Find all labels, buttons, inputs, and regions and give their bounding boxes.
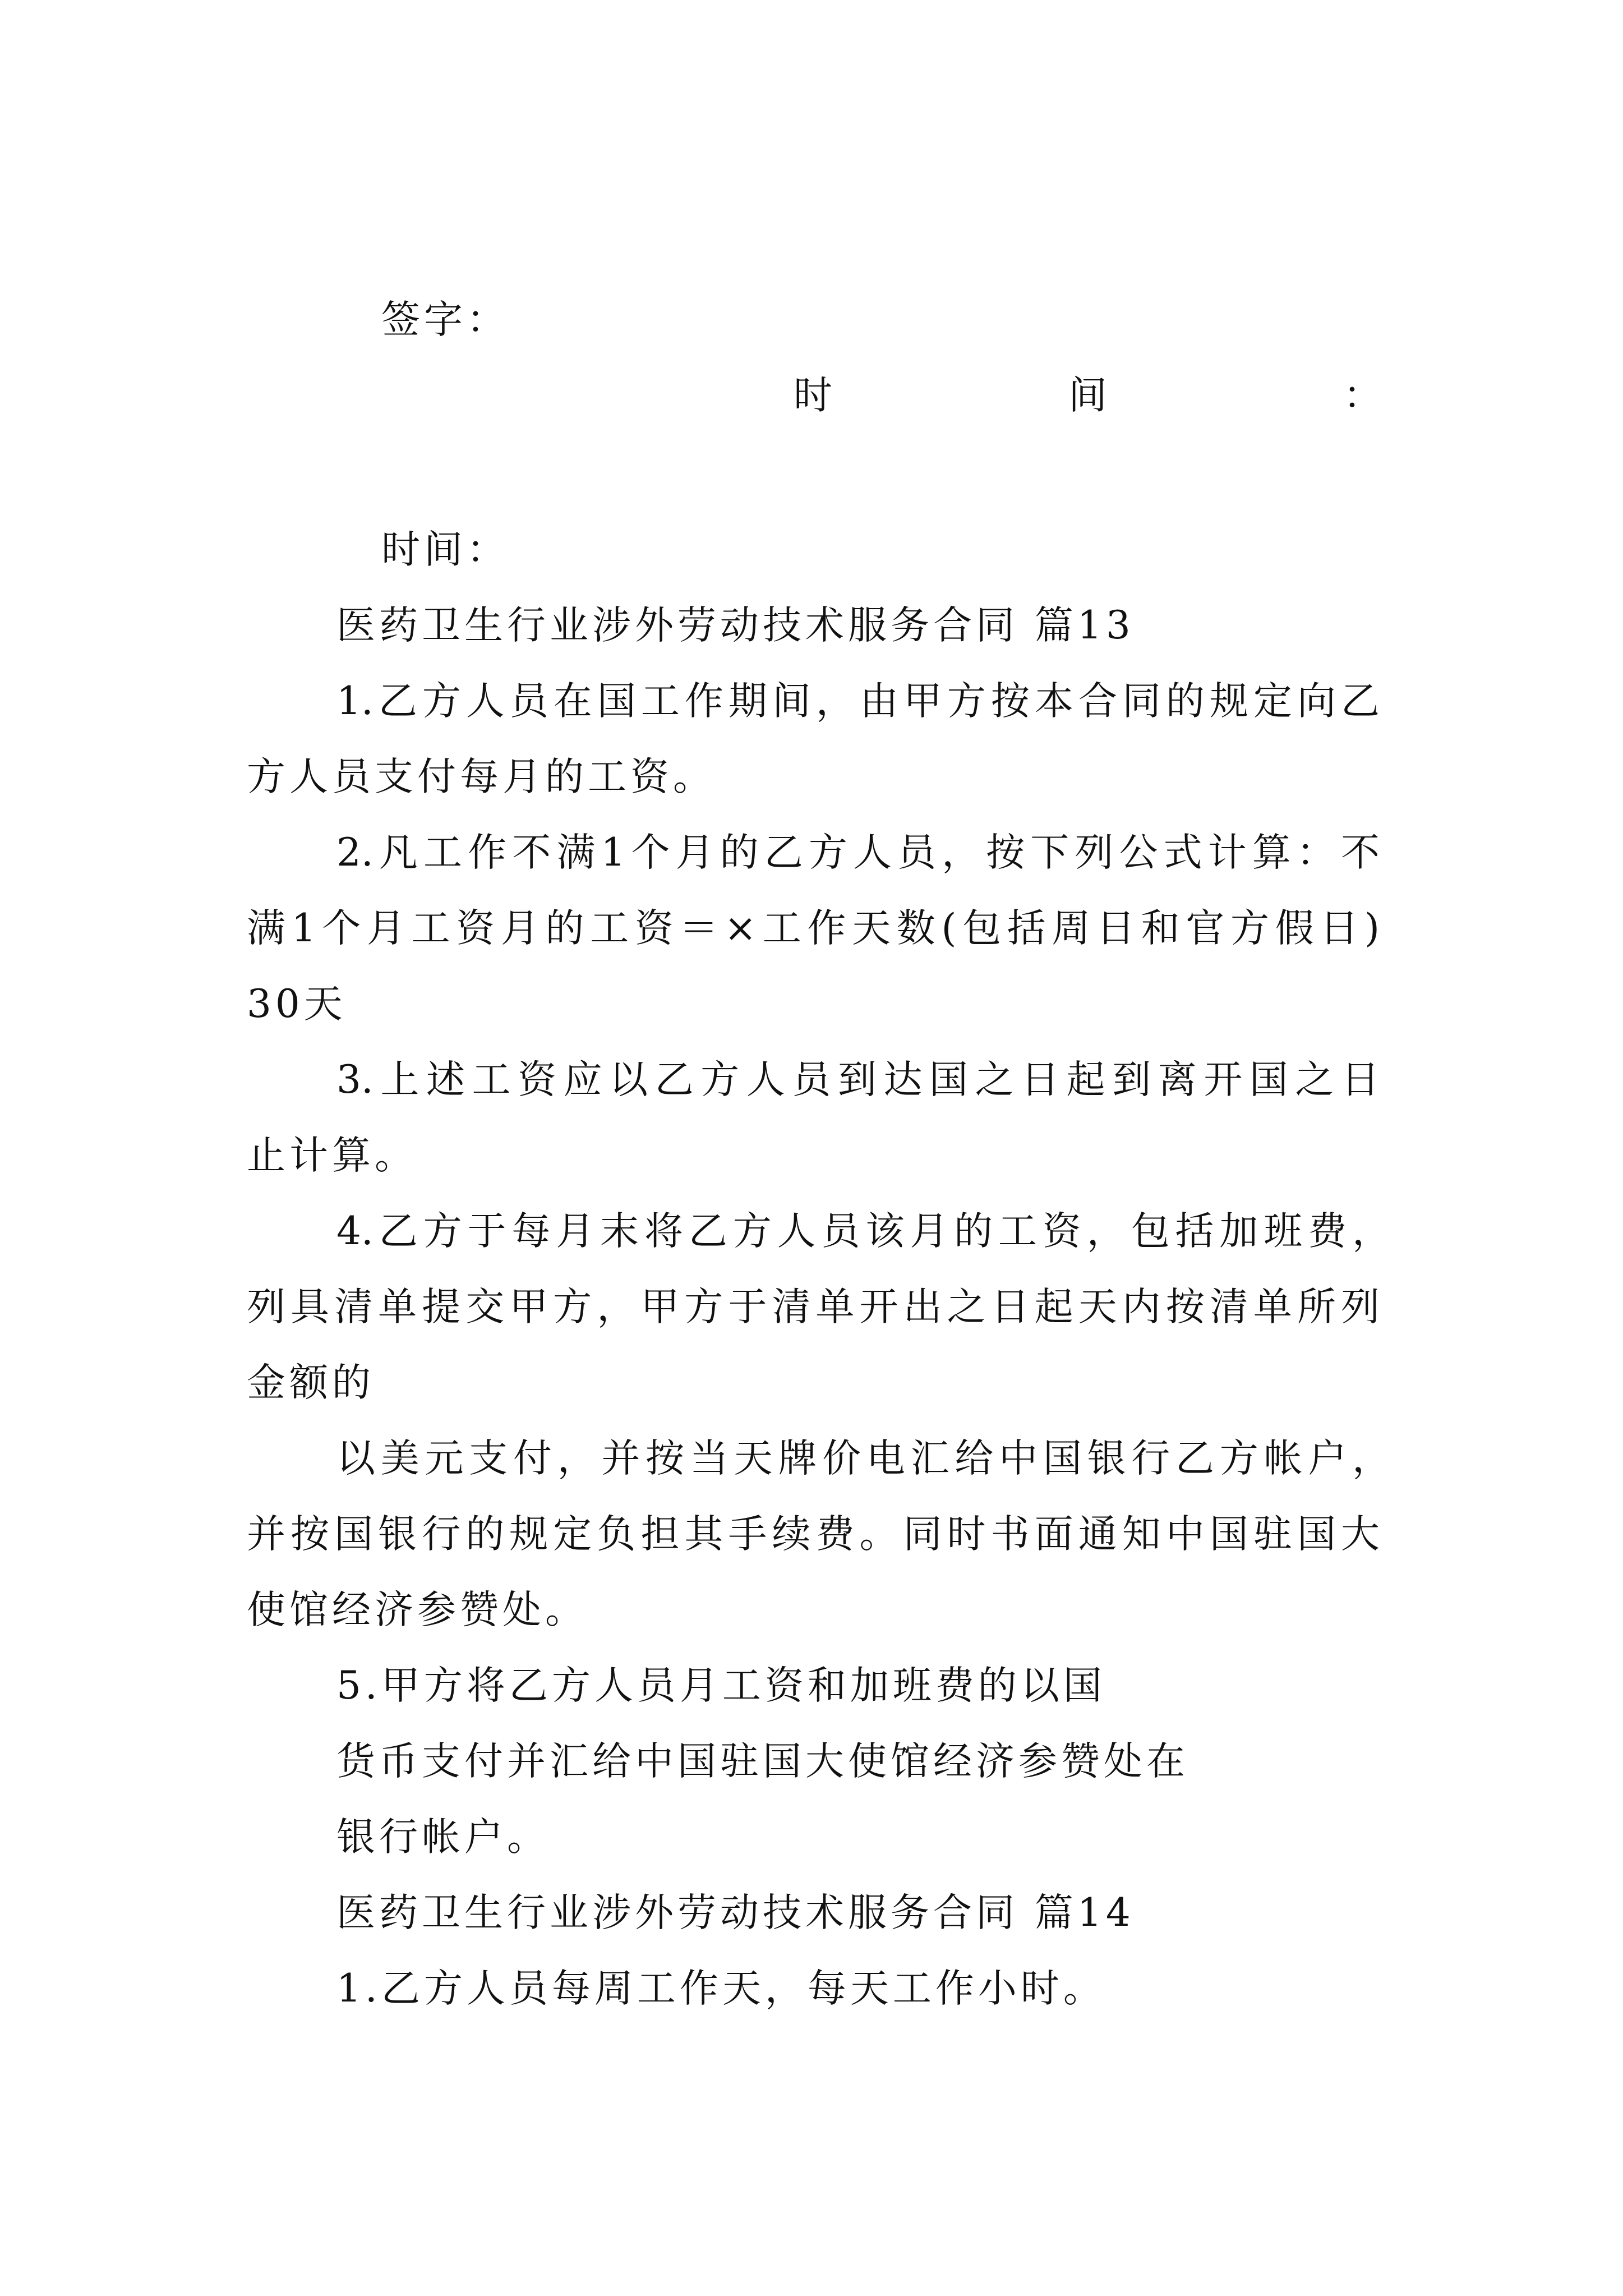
paragraph-line: 1.乙方人员在国工作期间，由甲方按本合同的规定向乙 bbox=[336, 679, 1380, 724]
paragraph-line: 方人员支付每月的工资。 bbox=[247, 754, 716, 799]
time-label: 时间： bbox=[381, 527, 509, 572]
paragraph-line: 4.乙方于每月末将乙方人员该月的工资，包括加班费， bbox=[336, 1209, 1391, 1254]
paragraph-line: 止计算。 bbox=[247, 1133, 417, 1178]
time-char-2: 间 bbox=[1068, 373, 1107, 418]
paragraph-line: 银行帐户。 bbox=[336, 1815, 550, 1860]
paragraph-line: 满1个月工资月的工资＝×工作天数(包括周日和官方假日) bbox=[247, 906, 1380, 951]
section-13-heading: 医药卫生行业涉外劳动技术服务合同 篇13 bbox=[336, 603, 1135, 648]
paragraph-line: 货币支付并汇给中国驻国大使馆经济参赞处在 bbox=[336, 1739, 1189, 1784]
time-colon: ： bbox=[1343, 373, 1382, 418]
paragraph-line: 1.乙方人员每周工作天，每天工作小时。 bbox=[336, 1966, 1106, 2011]
section-14-heading: 医药卫生行业涉外劳动技术服务合同 篇14 bbox=[336, 1890, 1135, 1935]
paragraph-line: 并按国银行的规定负担其手续费。同时书面通知中国驻国大 bbox=[247, 1512, 1380, 1557]
paragraph-line: 金额的 bbox=[247, 1360, 375, 1405]
paragraph-line: 5.甲方将乙方人员月工资和加班费的以国 bbox=[336, 1663, 1106, 1708]
paragraph-line: 3.上述工资应以乙方人员到达国之日起到离开国之日 bbox=[336, 1057, 1380, 1102]
paragraph-line: 以美元支付，并按当天牌价电汇给中国银行乙方帐户， bbox=[336, 1436, 1391, 1481]
paragraph-line: 使馆经济参赞处。 bbox=[247, 1588, 588, 1632]
sign-label: 签字： bbox=[381, 297, 509, 342]
paragraph-line: 2.凡工作不满1个月的乙方人员，按下列公式计算：不 bbox=[336, 830, 1380, 875]
time-char-1: 时 bbox=[794, 373, 832, 418]
paragraph-line: 列具清单提交甲方，甲方于清单开出之日起天内按清单所列 bbox=[247, 1285, 1380, 1329]
paragraph-line: 30天 bbox=[247, 982, 347, 1027]
